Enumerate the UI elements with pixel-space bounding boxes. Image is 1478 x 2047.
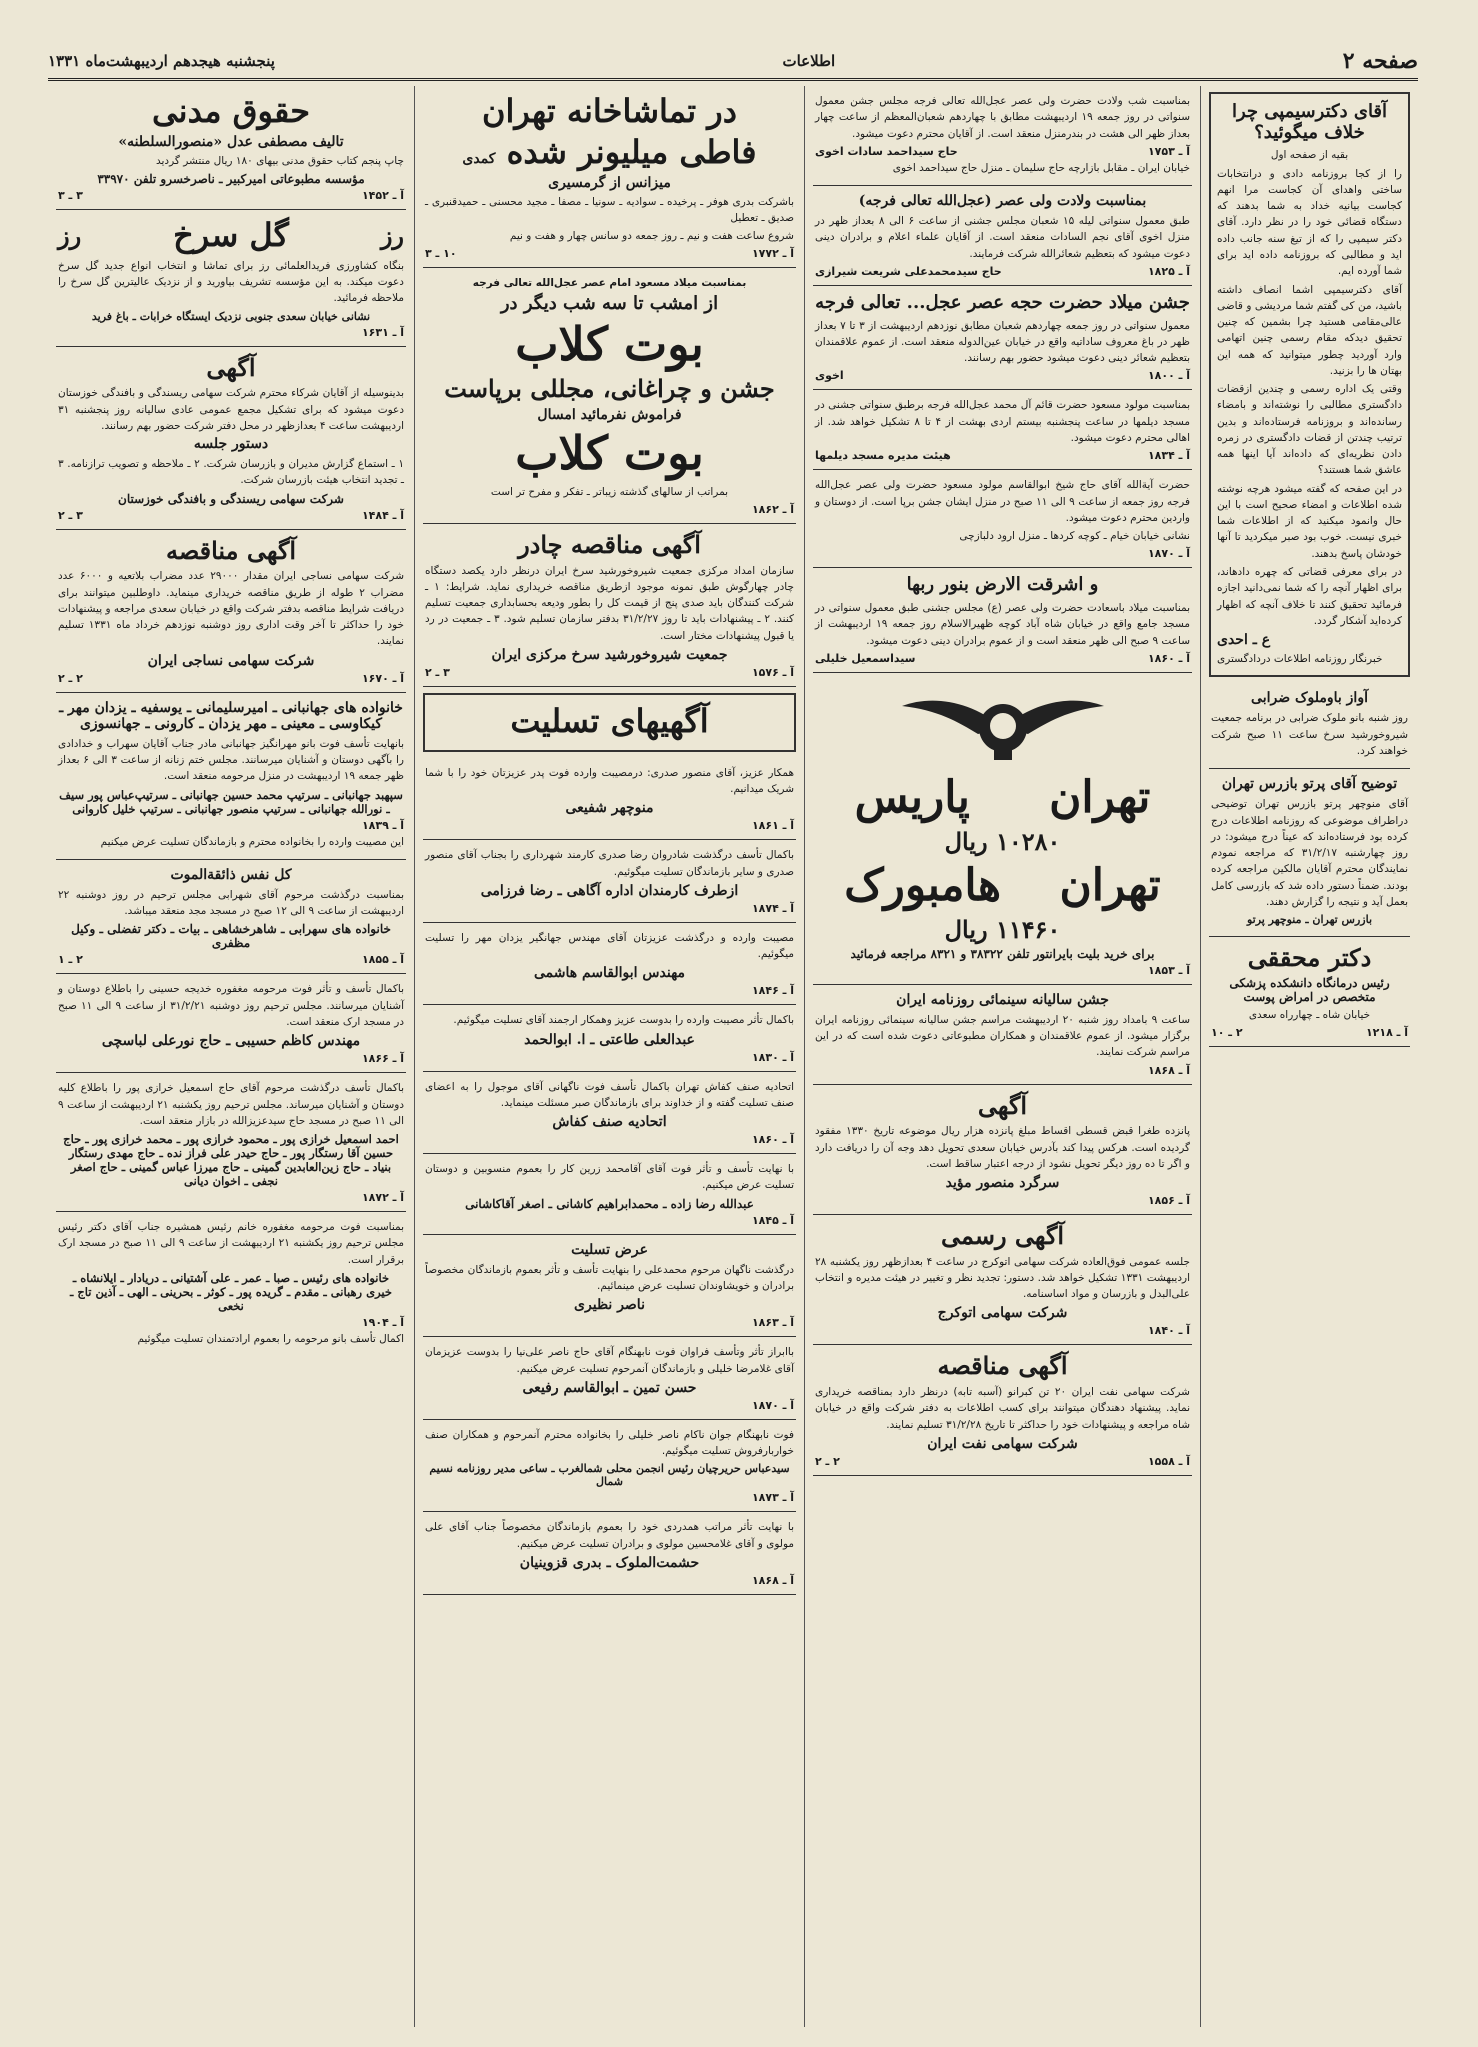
- editorial-paragraph: در این صفحه که گفته میشود هرچه نوشته شده اطلاعات و امضاء صحیح است با این حال وانمود میکنید که از اطلاعات شما خبری نیست. خوب بود صبر میکردید تا آنها خودشان پاسخ بدهند.: [1217, 482, 1402, 560]
- book-publisher: مؤسسه مطبوعاتی امیرکبیر ـ ناصرخسرو تلفن ۳۳۹۷۰: [97, 172, 365, 187]
- notice-title: آگهی: [206, 352, 256, 382]
- ref-run: ۳ ـ ۳: [58, 189, 83, 203]
- notice-text: بمناسبت شب ولادت حضرت ولی عصر عجل‌الله تعالی فرجه مجلس جشن معمول سنواتی در روز جمعه ۱۹ اردیبهشت مطابق با چهاردهم شعبان‌المعظم از ساعت چهار بعداز ظهر الی هشت در بندرمنزل منعقد است. از آقایان محترم دعوت میشود.: [815, 95, 1190, 140]
- notice-name: شرکت سهامی اتوکرج: [937, 1305, 1068, 1322]
- condolence-item: [423, 1512, 796, 1595]
- condolence-text: همکار عزیز، آقای منصور صدری: درمصیبت وارده فوت پدر عزیزتان خود را با شما شریک میدانیم.: [425, 766, 794, 796]
- ref-run: ۲ ـ ۲: [58, 671, 83, 685]
- notice-item: [813, 390, 1192, 470]
- ref-code: آ ـ ۱۸۳۹: [361, 818, 404, 832]
- ref-code: آ ـ ۱۸۴۵: [751, 1213, 794, 1227]
- notice-title: جشن میلاد حضرت حجه عصر عجل... تعالی فرجه: [815, 291, 1190, 313]
- theater-title: تماشاخانه تهران: [482, 92, 697, 130]
- book-text: چاپ پنجم کتاب حقوق مدنی بیهای ۱۸۰ ریال منتشر گردید: [155, 154, 404, 167]
- anniversary-notice: [813, 985, 1192, 1085]
- condolence-name: عبدالله رضا زاده ـ محمدابراهیم کاشانی ـ اصغر آقاکاشانی: [465, 1196, 754, 1211]
- obituary-names: سپهبد جهانبانی ـ سرتیپ محمد حسین جهانبانی ـ سرتیپ‌عباس پور سیف ـ نورالله جهانبانی ـ سرتیپ منصور جهانبانی ـ سرتیپ خلیل کاروانی: [59, 787, 403, 816]
- condolence-name: ناصر نظیری: [574, 1297, 645, 1314]
- ref-code: آ ـ ۱۸۴۰: [1147, 1324, 1190, 1338]
- ref-code: آ ـ ۱۸۳۴: [1147, 449, 1190, 463]
- tender-title: آگهی مناقصه: [165, 535, 297, 565]
- rose-address: نشانی خیابان سعدی جنوبی نزدیک ایستگاه خرابات ـ باغ فرید: [91, 309, 371, 323]
- venue-name: بوت کلاب: [515, 317, 704, 372]
- rose-ad: [56, 210, 406, 347]
- tender-name: جمعیت شیروخورشید سرخ مرکزی ایران: [491, 647, 728, 663]
- agenda-title: دستور جلسه: [193, 436, 269, 453]
- rose-word: رز: [380, 220, 404, 250]
- tent-tender: [423, 524, 796, 687]
- condolence-text: باکمال تأسف درگذشت شادروان رضا صدری کارمند شهرداری را بجناب آقای منصور صدری و سایر بازماندگان تسلیت میگوئیم.: [425, 849, 794, 878]
- ref-code: آ ـ ۱۶۳۱: [361, 325, 404, 339]
- obituary: [56, 1212, 406, 1356]
- condolence-item: [423, 1072, 796, 1155]
- airline-city: تهران: [1049, 771, 1151, 823]
- condolence-text: باکمال تأثر مصیبت وارده را بدوست عزیز وهمکار ارجمند آقای تسلیت میگوئیم.: [453, 1014, 794, 1027]
- ref-code: آ ـ ۱۸۰۰: [1147, 369, 1190, 383]
- airline-price: ۱۰۲۸۰ ریال: [944, 826, 1061, 856]
- clarification-title: توضیح آقای پرتو بازرس تهران: [1221, 776, 1398, 793]
- obituary-text: بمناسبت فوت مرحومه مغفوره خانم رئیس همشیره جناب آقای دکتر رئیس مجلس ترحیم روز یکشنبه ۲۱ اردیبهشت از ساعت ۹ الی ۱۱ صبح در مسجد ارک برقرار است.: [58, 1221, 404, 1266]
- airline-ad: [813, 673, 1192, 985]
- clarification-signature: بازرس تهران ـ منوچهر پرتو: [1246, 913, 1373, 927]
- condolence-text: مصیبت وارده و درگذشت عزیزتان آقای مهندس جهانگیر یزدان مهر را تسلیت میگوئیم.: [425, 931, 794, 961]
- notice-name: اخوی: [815, 369, 844, 383]
- theater-ad: [423, 86, 796, 268]
- condolence-text: با نهایت تأثر مراتب همدردی خود را بعموم بازماندگان مخصوصاً جناب آقای علی مولوی و آقای غلامحسین مولوی و برادران تسلیت عرض میکنیم.: [425, 1521, 794, 1550]
- notice-text: بدینوسیله از آقایان شرکاء محترم شرکت سهامی ریسندگی و بافندگی خوزستان دعوت میشود که برای تشکیل مجمع عمومی عادی سالیانه روز پنجشنبه ۳۱ اردیبهشت ساعت ۴ بعدازظهر در محل دفتر شرکت حضور بهم رسانند.: [58, 387, 404, 432]
- ref-code: آ ـ ۱۷۷۲: [751, 247, 794, 261]
- agenda-text: ۱ ـ استماع گزارش مدیران و بازرسان شرکت. ۲ ـ ملاحظه و تصویب ترازنامه. ۳ ـ تجدید انتخاب هیئت بازرسان شرکت.: [58, 458, 404, 487]
- ref-run: ۳ ـ ۲: [425, 666, 450, 679]
- tender-text: شرکت سهامی نساجی ایران مقدار ۲۹۰۰۰ عدد مضراب بلاتعیه و ۶۰۰۰ عدد مضراب ۲ طوله از طریق مناقصه خریداری مینماید. داوطلبین میتوانند برای دریافت شرایط مناقصه بدفتر شرکت واقع در خیابان سعدی مراجعه و پیشنهادات خود را حداکثر تا آخر وقت اداری روز دوشنبه نوزدهم خرداد ماه ۱۳۳۱ تسلیم نمایند.: [58, 570, 404, 648]
- notice-title: و اشرقت الارض بنور ربها: [906, 574, 1099, 596]
- editorial-article: [1209, 92, 1410, 677]
- condolence-name: مهندس ابوالقاسم هاشمی: [533, 965, 686, 982]
- celebration-foot: بمراتب از سالهای گذشته زیباتر ـ تفکر و مفرح تر است: [490, 485, 729, 498]
- radio-text: روز شنبه بانو ملوک ضرابی در برنامه جمعیت شیروخورشید سرخ ساعت ۱۱ صبح شرکت خواهند کرد.: [1211, 712, 1408, 757]
- editorial-paragraph: وقتی یک اداره رسمی و چندین ازقضات دادگستری مطالبی را نوشته‌اند و بامضاء رسانده‌اند و بروزنامه فرستاده‌اند و بدین ترتیب چندتن از قضات دادگستری در زمره دادن نظریه‌ای که داده‌اند آیا اینها همه عاشق شما هستند؟: [1217, 383, 1402, 477]
- notice-text: طبق معمول سنواتی لیله ۱۵ شعبان مجلس جشنی از ساعت ۶ الی ۸ بعداز ظهر در منزل اخوی آقای نجم السادات منعقد است. از آقایان علماء اعلام و برادران دینی دعوت میشود که بتعظیم شعائرالله شرکت فرمایند.: [815, 215, 1190, 260]
- ref-code: آ ـ ۱۷۵۳: [1147, 144, 1190, 158]
- celebration-pre: بمناسبت میلاد مسعود امام عصر عجل‌الله تعالی فرجه: [472, 277, 747, 290]
- winged-logo-icon: [815, 688, 1190, 768]
- ref-run: ۱۰ ـ ۳: [425, 247, 457, 261]
- ref-run: ۳ ـ ۲: [58, 508, 83, 522]
- official-notice: [813, 1215, 1192, 1345]
- ref-code: آ ـ ۱۸۲۵: [1147, 264, 1190, 278]
- textile-tender: [56, 530, 406, 693]
- clarification: [1209, 769, 1410, 937]
- rose-title: گل سرخ: [173, 216, 289, 255]
- notice-text: شرکت سهامی نفت ایران ۲۰ تن کبرانو (آسبه تابه) درنظر دارد بمناقصه خریداری نماید. پیشنهاد دهندگان میتوانند برای کسب اطلاعات به دفتر شرکت واقع در خیابان شاه مراجعه و پیشنهادات خود را حداکثر تا تاریخ ۳۱/۲/۲۸ تسلیم نمایند.: [815, 1386, 1190, 1431]
- notice-title: آگهی رسمی: [940, 1221, 1065, 1251]
- notice-name: حاج سیداحمد سادات اخوی: [815, 144, 958, 158]
- obituary: [56, 974, 406, 1073]
- ref-code: آ ـ ۱۸۷۰: [751, 1398, 794, 1412]
- condolence-text: اتحادیه صنف کفاش تهران باکمال تأسف فوت ناگهانی آقای موجول را به اعضای صنف تسلیت گفته و از خداوند برای بازماندگان صبر مسئلت مینماید.: [425, 1080, 794, 1109]
- condolence-text: با نهایت تأسف و تأثر فوت آقای آقامحمد زرین کار را بعموم منسوبین و دوستان تسلیت عرض میکنیم.: [425, 1163, 794, 1192]
- obituary-text: باکمال تأسف درگذشت مرحوم آقای حاج اسمعیل خرازی پور را باطلاع کلیه دوستان و آشنایان میرساند. مجلس ترحیم روز یکشنبه ۲۱ اردیبهشت از ساعت ۹ الی ۱۱ صبح در مسجد حاج سیدعزیزالله در بازار منعقد است.: [58, 1082, 405, 1127]
- issue-date: پنجشنبه هیجدهم اردیبهشت‌ماه ۱۳۳۱: [48, 52, 275, 70]
- condolence-item: [423, 1235, 796, 1338]
- airline-price: ۱۱۴۶۰ ریال: [944, 914, 1061, 944]
- notice-name: شرکت سهامی نفت ایران: [927, 1435, 1078, 1452]
- obituary-names: خانواده های سهرابی ـ شاهرخشاهی ـ بیات ـ دکتر تفضلی ـ وکیل مظفری: [71, 922, 391, 951]
- obituary: [56, 1073, 406, 1212]
- ref-code: آ ـ ۱۸۶۶: [361, 1052, 404, 1066]
- doctor-address: خیابان شاه ـ چهارراه سعدی: [1248, 1008, 1371, 1021]
- condolence-name: حشمت‌الملوک ـ بدری قزوینیان: [519, 1554, 700, 1571]
- condolence-item: [423, 1005, 796, 1071]
- airline-city: هامبورک: [844, 859, 1002, 911]
- editorial-paragraph: را از کجا بروزنامه دادی و درانتخابات ساختی واهدای آن کجاست مرا انهم کجاست بیانیه خداد به شما بدهند که دستگاه قضائی خود را در نظر دارد. آقای دکتر سیمپی را که از تیغ سنه جانب داده اید و مطالبی که بروزنامه داده اید برای شما آورده ایم.: [1217, 167, 1402, 278]
- ref-code: آ ـ ۱۸۷۲: [361, 1191, 404, 1205]
- obituary: [56, 693, 406, 860]
- editorial-paragraph: آقای دکترسیمپی اشما انصاف داشته باشید، من کی گفتم شما مردیشی و قاضی عالی‌مقامی هستید چرا بشمین که چنین تحقیق دیدکه مقام رسمی چنین اتهامی وارد آوردید چطور میتوانید که همه این بهتان ها را بزنید.: [1217, 283, 1402, 377]
- book-author: تالیف مصطفی عدل «منصورالسلطنه»: [118, 133, 344, 150]
- theater-director: میزانس از گرمسیری: [548, 174, 671, 191]
- ref-code: آ ـ ۱۸۶۸: [751, 1573, 794, 1587]
- ref-run: ۲ ـ ۲: [815, 1454, 840, 1468]
- column-religious-notices: [804, 86, 1200, 2027]
- venue-name: بوت کلاب: [515, 425, 704, 480]
- radio-notice: [1209, 683, 1410, 769]
- airline-city: پاریس: [854, 771, 970, 823]
- notice-text: معمول سنواتی در روز جمعه چهاردهم شعبان مطابق نوزدهم اردیبهشت از ۳ تا ۷ بعداز ظهر در باغ معروف ساداتیه واقع در خیابان عین‌الدوله منعقد است. از عموم علاقمندان بتعظیم شعائر دینی دعوت میشود حضور بهم رسانند.: [815, 319, 1191, 365]
- notice-address: خیابان ایران ـ مقابل بازارچه حاج سلیمان ـ منزل حاج سیداحمد اخوی: [892, 161, 1190, 174]
- notice-name: حاج سیدمحمدعلی شریعت شیرازی: [815, 264, 1002, 278]
- doctor-name: دکتر محققی: [1247, 943, 1372, 973]
- notice-text: پانزده طغرا قبض قسطی اقساط مبلغ پانزده هزار ریال موضوعه تاریخ ۱۳۳۰ مفقود گردیده است. هرکس پیدا کند بآدرس خیابان سعدی تحویل دهد وجه آن را دریافت دارد و اگر تا ده روز دیگر تحویل نشود از درجه اعتبار ساقط است.: [815, 1125, 1190, 1170]
- condolence-item: [423, 1154, 796, 1235]
- obituary-text: بانهایت تأسف فوت بانو مهرانگیز جهانبانی مادر جناب آقایان سهراب و خدادادی را بآگهی دوستان و آشنایان میرسانند. مجلس ختم زنانه از ساعت ۳ الی ۶ بعداز ظهر جمعه ۱۹ اردیبهشت در منزل مرحومه منعقد است.: [58, 737, 405, 783]
- tender-title: آگهی مناقصه چادر: [518, 530, 701, 560]
- notice-name: سیداسمعیل خلیلی: [815, 651, 916, 665]
- ref-code: آ ـ ۱۵۵۸: [1147, 1454, 1190, 1468]
- page-number: صفحه ۲: [1342, 48, 1418, 74]
- column-ads: [48, 86, 414, 2027]
- ref-code: آ ـ ۱۸۴۶: [751, 984, 794, 998]
- tender-name: شرکت سهامی نساجی ایران: [147, 652, 315, 669]
- assembly-notice: [56, 347, 406, 530]
- condolence-name: اتحادیه صنف کفاش: [552, 1114, 667, 1131]
- rose-text: بنگاه کشاورزی فریدالعلمائی رز برای تماشا و انتخاب انواع جدید گل سرخ دعوت میکند. به این مؤسسه تشریف بیاورید و از نزدیک عالیترین گل سرخ را ملاحظه فرمائید.: [58, 259, 404, 305]
- lost-notice: [813, 1085, 1192, 1215]
- obituary-title: خانواده های جهانبانی ـ امیرسلیمانی ـ یوسفیه ـ یزدان مهر ـ کیکاوسی ـ معینی ـ مهر یزدان ـ کارونی ـ جهانسوزی: [59, 699, 403, 732]
- ref-code: آ ـ ۱۸۶۱: [751, 819, 794, 833]
- ref-code: آ ـ ۱۸۳۰: [751, 1050, 794, 1064]
- condolence-name: سیدعباس حریرچیان رئیس انجمن محلی شمالغرب ـ ساعی مدیر روزنامه نسیم شمال: [429, 1462, 790, 1489]
- column-theater-condolences: [414, 86, 804, 2027]
- notice-item: [813, 86, 1192, 186]
- obituary-names: خانواده های رئیس ـ صبا ـ عمر ـ علی آشتیانی ـ دریادار ـ ایلانشاه ـ خیری رهبانی ـ مقدم ـ گریده پور ـ کوثر ـ بحرینی ـ الهی ـ آذین تاج ـ نخعی: [69, 1270, 393, 1313]
- notice-text: بمناسبت مولود مسعود حضرت قائم آل محمد عجل‌الله فرجه برطبق سنواتی جشنی در مسجد دیلمها در ساعت پنجشنبه بیستم اردی بهشت از ۴ تا ۸ تشکیل خواهد شد. از اهالی محترم دعوت میشود.: [815, 399, 1191, 444]
- ref-code: آ ـ ۱۹۰۴: [361, 1315, 404, 1329]
- notice-title: آگهی: [977, 1090, 1028, 1120]
- theater-pre: در: [707, 92, 737, 130]
- condolence-text: درگذشت ناگهان مرحوم محمدعلی را بنهایت تأسف و تأثر بعموم بازماندگان مخصوصاً برادران و خویشاوندان تسلیت عرض مینمائیم.: [425, 1263, 794, 1293]
- condolences-title: آگهیهای تسلیت: [510, 702, 709, 740]
- condolence-name: منوچهر شفیعی: [565, 800, 654, 817]
- editorial-signature: ع ـ احدی: [1217, 632, 1271, 649]
- anniversary-text: ساعت ۹ بامداد روز شنبه ۲۰ اردیبهشت مراسم جشن سالیانه سینمائی روزنامه ایران برگزار میشود. از عموم علاقمندان و همکاران مطبوعاتی دعوت شده است که در این مراسم شرکت نمایند.: [815, 1013, 1190, 1059]
- obituary-names: مهندس کاظم حسیبی ـ حاج نورعلی لباسچی: [101, 1033, 361, 1050]
- editorial-signature-sub: خبرنگار روزنامه اطلاعات دردادگستری: [1217, 653, 1383, 666]
- ref-run: ۲ ـ ۱: [58, 953, 83, 967]
- notice-item: [813, 568, 1192, 672]
- ref-code: آ ـ ۱۸۷۴: [751, 901, 794, 915]
- ref-code: آ ـ ۱۸۶۳: [751, 1316, 794, 1330]
- condolence-item: [423, 923, 796, 1006]
- notice-name: شرکت سهامی ریسندگی و بافندگی خوزستان: [118, 491, 344, 506]
- boot-club-ad: [423, 268, 796, 524]
- condolence-name: حسن تمین ـ ابوالقاسم رفیعی: [522, 1379, 697, 1396]
- editorial-title: آقای دکترسیمپی چرا خلاف میگوئید؟: [1231, 101, 1388, 143]
- ref-code: آ ـ ۱۶۷۰: [361, 671, 404, 685]
- celebration-sub: از امشب تا سه شب دیگر در: [500, 292, 719, 314]
- celebration-line: جشن و چراغانی، مجللی برپاست: [444, 374, 775, 404]
- obituary-foot: این مصیبت وارده را بخانواده محترم و بازماندگان تسلیت عرض میکنیم: [100, 835, 404, 848]
- tender-text: سازمان امداد مرکزی جمعیت شیروخورشید سرخ ایران درنظر دارد یکصد دستگاه چادر چهارگوش طبق نمونه موجود ازطریق مناقصه خریداری نماید. شرایط: ۱ ـ شرکت کنندگان باید صدی پنج از قیمت کل را بطور ودیعه بحسابداری جمعیت تسلیم کنند. ۲ ـ پیشنهادات باید تا روز ۳۱/۲/۲۷ بدفتر سازمان تسلیم شود. ۳ ـ جمعیت در رد یا قبول پیشنهادات مختار است.: [425, 564, 794, 642]
- condolence-item: [423, 1420, 796, 1513]
- book-title: حقوق مدنی: [152, 92, 310, 130]
- notice-text: حضرت آیة‌الله آقای حاج شیخ ابوالقاسم مولود مسعود حضرت ولی عصر عجل‌الله فرجه روز جمعه از ساعت ۹ الی ۱۱ صبح در منزل ایشان جشن برپا است. از دوستان و واردین محترم دعوت میشود.: [815, 479, 1190, 524]
- ref-code: آ ـ ۱۲۱۸: [1365, 1026, 1408, 1040]
- notice-title: بمناسبت ولادت ولی عصر (عجل‌الله تعالی فرجه): [858, 193, 1147, 210]
- ref-code: آ ـ ۱۴۵۲: [361, 189, 404, 203]
- condolence-item: [423, 758, 796, 841]
- theater-play: فاطی میلیونر شده: [506, 132, 757, 171]
- editorial-paragraph: در برای معرفی قضاتی که چهره دادهاند، برای اظهار آنچه را که شما نمی‌دانید اجازه فرمائید تحقیق کنند تا خلاف آنچه که اظهار کرده‌اید آشکار گردد.: [1217, 566, 1402, 627]
- ref-code: آ ـ ۱۸۵۵: [361, 953, 404, 967]
- masthead: [48, 44, 1418, 81]
- ref-run: ۲ ـ ۱۰: [1211, 1026, 1243, 1040]
- ref-code: آ ـ ۱۸۵۶: [1147, 1194, 1190, 1208]
- notice-item: [813, 470, 1192, 568]
- radio-title: آواز باوملوک ضرابی: [1251, 690, 1368, 707]
- ref-code: آ ـ ۱۴۸۴: [361, 508, 404, 522]
- column-editorial: [1200, 86, 1418, 2027]
- ref-code: آ ـ ۱۸۶۰: [751, 1133, 794, 1147]
- airline-info: برای خرید بلیت بایرانتور تلفن ۳۸۳۲۲ و ۸۳۲۱ مراجعه فرمائید: [850, 946, 1155, 961]
- theater-time: شروع ساعت هفت و نیم ـ روز جمعه دو سانس چهار و هفت و نیم: [509, 230, 794, 243]
- notice-name: سرگرد منصور مؤید: [945, 1175, 1060, 1192]
- ref-code: آ ـ ۱۸۷۳: [751, 1491, 794, 1505]
- book-ad: [56, 86, 406, 210]
- condolence-item: [423, 840, 796, 923]
- notice-title: آگهی مناقصه: [937, 1351, 1068, 1381]
- theater-genre: کمدی: [462, 150, 496, 167]
- doctor-ad: [1209, 937, 1410, 1047]
- notice-address: نشانی خیابان خیام ـ کوچه کردها ـ منزل ارود دلبازچی: [959, 530, 1190, 543]
- condolence-title: عرض تسلیت: [571, 1241, 648, 1258]
- condolence-item: [423, 1337, 796, 1420]
- ref-code: آ ـ ۱۵۷۶: [751, 666, 794, 679]
- notice-item: [813, 186, 1192, 286]
- obituary-foot: اکمال تأسف بانو مرحومه را بعموم ارادتمندان تسلیت میگوئیم: [137, 1332, 404, 1345]
- tender-notice: [813, 1345, 1192, 1475]
- condolences-header: [423, 693, 796, 752]
- editorial-sub: بقیه از صفحه اول: [1270, 149, 1349, 162]
- notice-text: جلسه عمومی فوق‌العاده شرکت سهامی اتوکرج در ساعت ۴ بعدازظهر روز یکشنبه ۲۸ اردیبهشت ۱۳۳۱ تشکیل خواهد شد. دستور: تجدید نظر و تغییر در هیئت مدیره و انتخاب علی‌البدل و بازرسان و مواد اساسنامه.: [815, 1255, 1191, 1301]
- obituary-text: بمناسبت درگذشت مرحوم آقای شهرابی مجلس ترحیم در روز دوشنبه ۲۲ اردیبهشت از ساعت ۹ الی ۱۲ صبح در مسجد مجد منعقد میباشد.: [58, 888, 404, 918]
- condolence-name: ازطرف کارمندان اداره آگاهی ـ رضا فرزامی: [480, 882, 739, 899]
- ref-code: آ ـ ۱۸۶۸: [1147, 1063, 1190, 1077]
- clarification-text: آقای منوچهر پرتو بازرس تهران توضیحی دراطراف موضوعی که روزنامه اطلاعات درج کرده بود فرستاده‌اند که عیناً درج میشود: در روز چهارشنبه ۳۱/۲/۱۷ که مراجعه نمودم نمایندگان محترم آقایان مالکین مراجعه کرده بودند. ضمناً دستور داده شد که بازرسی کامل بعمل آید و نتیجه را گزارش دهند.: [1211, 798, 1408, 908]
- theater-cast: باشرکت بدری هوفر ـ پرخیده ـ سوادیه ـ سونیا ـ مصفا ـ مجید محسنی ـ حمیدقنبری ـ صدیق ـ تعطیل: [425, 195, 794, 224]
- anniversary-title: جشن سالیانه سینمائی روزنامه ایران: [896, 991, 1109, 1008]
- ref-code: آ ـ ۱۸۶۲: [751, 503, 794, 517]
- obituary: [56, 860, 406, 975]
- condolence-text: باابراز تأثر وتأسف فراوان فوت نابهنگام آقای حاج ناصر علی‌نیا را بدوست عزیزمان آقای غلامرضا خلیلی و بازماندگان آنمرحوم تسلیت عرض میکنیم.: [425, 1346, 794, 1375]
- celebration-remind: فراموش نفرمائید امسال: [537, 406, 682, 423]
- doctor-specialty: رئیس درمانگاه دانشکده پزشکی متخصص در امراض پوست: [1229, 975, 1390, 1004]
- condolence-text: فوت نابهنگام جوان ناکام ناصر خلیلی را بخانواده محترم آنمرحوم و همکاران صنف خواربارفروش تسلیت میگوئیم.: [425, 1428, 794, 1458]
- airline-city: تهران: [1059, 859, 1161, 911]
- ad-reference: [1211, 1026, 1408, 1039]
- obituary-title: کل نفس ذائقة‌الموت: [170, 866, 292, 883]
- columns: [48, 86, 1418, 2027]
- ref-code: آ ـ ۱۸۵۳: [1147, 963, 1190, 977]
- notice-name: هیئت مدیره مسجد دیلمها: [815, 449, 951, 463]
- rose-word: رز: [58, 220, 82, 250]
- notice-item: [813, 286, 1192, 390]
- ref-code: آ ـ ۱۸۶۰: [1147, 651, 1190, 665]
- obituary-text: باکمال تأسف و تأثر فوت مرحومه مغفوره خدیجه حسینی را باطلاع دوستان و آشنایان میرسانند. مجلس ترحیم روز دوشنبه ۳۱/۲/۲۱ از ساعت ۹ الی ۱۱ صبح در مسجد ارک منعقد است.: [58, 983, 404, 1028]
- obituary-names: احمد اسمعیل خرازی پور ـ محمود خرازی پور ـ محمد خرازی پور ـ حاج حسین آقا رستگار پور ـ حاج حیدر علی فراز نده ـ حاج مهدی رستگار بنیاد ـ حاج زین‌العابدین گمینی ـ حاج میرزا عباس گمینی ـ حاج اصغر نجفی ـ اخوان دیانی: [63, 1132, 399, 1189]
- condolence-name: عبدالعلی طاعتی ـ ا. ابوالحمد: [524, 1031, 695, 1048]
- ref-code: آ ـ ۱۸۷۰: [1147, 547, 1190, 561]
- paper-name: اطلاعات: [782, 52, 836, 70]
- notice-text: بمناسبت میلاد باسعادت حضرت ولی عصر (ع) مجلس جشنی طبق معمول سنواتی در مسجد جامع واقع در خیابان شاه آباد کوچه ظهیرالاسلام روز جمعه ۱۹ اردیبهشت از ساعت ۹ صبح الی ظهر منعقد است و از عموم برادران دینی دعوت میشود.: [815, 601, 1190, 647]
